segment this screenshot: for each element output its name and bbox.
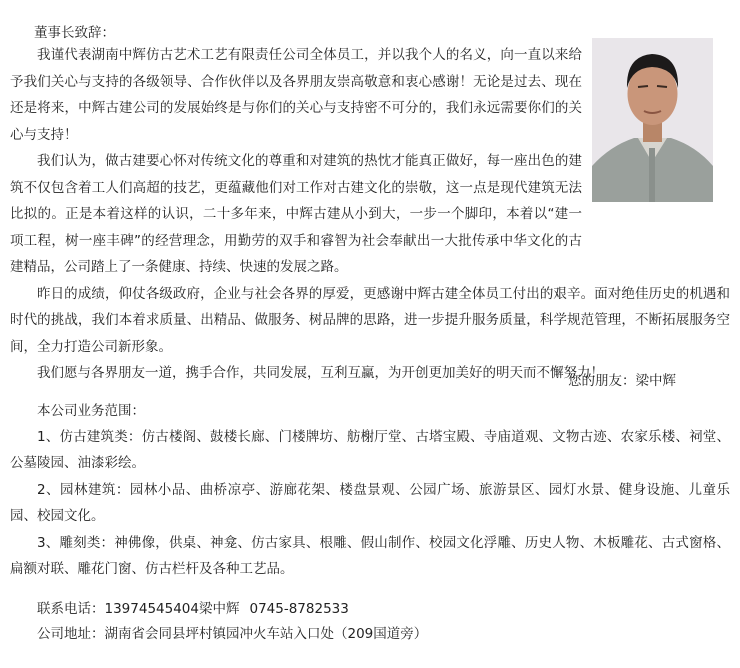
letter-paragraph: 我们愿与各界朋友一道，携手合作，共同发展，互利互赢，为开创更加美好的明天而不懈努力！ [37, 365, 604, 381]
phone-label: 联系电话： [37, 601, 105, 617]
letter-paragraph: 我谨代表湖南中辉仿古艺术工艺有限责任公司全体员工，并以我个人的名义，向一直以来给予我们关心与支持的各级领导、合作伙伴以及各界朋友崇高敬意和衷心感谢！无论是过去、现在还是将来，中辉古建公司的发展始终是与你们的关心与支持密不可分的，我们永远需要你们的关心与支持！ [10, 47, 582, 143]
phone-extra: 0745-8782533 [249, 601, 349, 617]
phone-row [37, 597, 427, 622]
address-label: 公司地址： [37, 626, 105, 642]
letter-paragraph: 昨日的成绩，仰仗各级政府，企业与社会各界的厚爱，更感谢中辉古建全体员工付出的艰辛。面对绝佳历史的机遇和时代的挑战，我们本着求质量、出精品、做服务、树品牌的思路，进一步提升服务质量，科学规范管理，不断拓展服务空间，全力打造公司新形象。 [10, 285, 730, 355]
contact-info [37, 597, 427, 647]
business-scope [10, 398, 730, 582]
business-item: 2、园林建筑：园林小品、曲桥凉亭、游廊花架、楼盘景观、公园广场、旅游景区、园灯水景、健身设施、儿童乐园、校园文化。 [10, 481, 730, 525]
signature: 您的朋友：梁中辉 [568, 373, 676, 389]
address-row [37, 622, 427, 647]
letter-paragraph: 我们认为，做古建要心怀对传统文化的尊重和对建筑的热忱才能真正做好，每一座出色的建筑不仅包含着工人们高超的技艺，更蕴藏他们对工作对古建文化的崇敬，这一点是现代建筑无法比拟的。正是本着这样的认识，二十多年来，中辉古建从小到大，一步一个脚印，本着以“建一项工程，树一座丰碑”的经营理念，用勤劳的双手和睿智为社会奉献出一大批传承中华文化的古建精品，公司踏上了一条健康、持续、快速的发展之路。 [10, 153, 582, 275]
letter-heading: 董事长致辞： [34, 25, 115, 41]
business-item: 3、雕刻类：神佛像，供桌、神龛、仿古家具、根雕、假山制作、校园文化浮雕、历史人物、木板雕花、古式窗格、扁额对联、雕花门窗、仿古栏杆及各种工艺品。 [10, 534, 730, 578]
business-scope-title: 本公司业务范围： [37, 403, 145, 419]
chairman-portrait [592, 38, 713, 202]
address-value: 湖南省会同县坪村镇园冲火车站入口处（209国道旁） [104, 626, 428, 642]
phone-value: 13974545404梁中辉 [104, 601, 240, 617]
business-item: 1、仿古建筑类：仿古楼阁、鼓楼长廊、门楼牌坊、舫榭厅堂、古塔宝殿、寺庙道观、文物古迹、农家乐楼、祠堂、公墓陵园、油漆彩绘。 [10, 429, 730, 472]
